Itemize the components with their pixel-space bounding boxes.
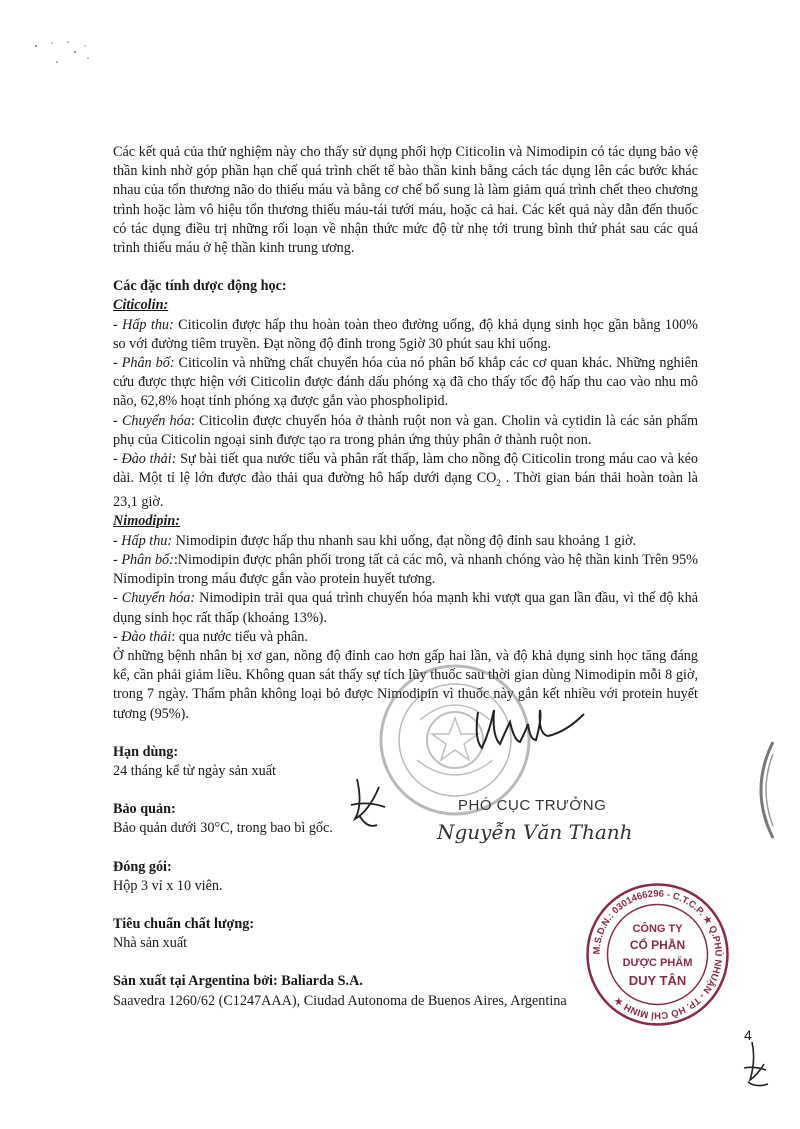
nimodipin-title: Nimodipin:: [113, 513, 181, 530]
packaging-heading: Đóng gói:: [113, 858, 172, 875]
svg-text:DUY TÂN: DUY TÂN: [628, 973, 687, 988]
nimodipin-absorption: - Hấp thu: Nimodipin được hấp thu nhanh sau khi uống, đạt nồng độ đỉnh sau khoảng 1 giờ.: [113, 532, 637, 549]
citicolin-elimination: - Đào thải: Sự bài tiết qua nước tiểu và phân rất thấp, làm cho nồng độ Citicolin trong máu cao và kéo dài. Một tỉ lệ lớn được đào thải qua đường hô hấp dưới dạng $CO_2$ . Thời gian bán thải hoàn toàn là 23,1 giờ.: [113, 451, 698, 511]
nimodipin-elimination: - Đào thải: qua nước tiểu và phân.: [113, 628, 308, 645]
quality-standard-heading: Tiêu chuẩn chất lượng:: [113, 915, 255, 932]
svg-text:M.S.D.N.: 0301466296 - C.T.C.P: M.S.D.N.: 0301466296 - C.T.C.P. ★ Q.PHÚ NHUẬN - TP. HỒ CHÍ MINH ★: [591, 888, 724, 1021]
svg-text:CÔNG TY: CÔNG TY: [632, 923, 683, 935]
nimodipin-note: Ở những bệnh nhân bị xơ gan, nồng độ đỉnh cao hơn gấp hai lần, và độ khả dụng sinh học tăng đáng kể, cần phải giảm liều. Không quan sát thấy sự tích lũy thuốc sau thời gian dùng Nimodipin mỗi 8 giờ, trong 7 ngày. Thẩm phân không loại bỏ được Nimodipin vì thuốc này gắn kết nhiều với protein huyết tương (95%).: [113, 647, 698, 722]
intro-paragraph: Các kết quả của thử nghiệm này cho thấy sử dụng phối hợp Citicolin và Nimodipin có tác dụng bảo vệ thần kinh nhờ góp phần hạn chế quá trình chết tế bào thần kinh bằng cách tác dụng lên các bước khác nhau của tổn thương não do thiếu máu và bằng cơ chế bổ sung là làm giảm quá trình chết theo chương trình hoặc làm vô hiệu tổn thương thiếu máu-tái tưới máu, hoặc cả hai. Các kết quả này dẫn đến thuốc có tác dụng điều trị những rối loạn về nhận thức mức độ từ nhẹ tới trung bình thứ phát sau các quá trình thiếu máu ở hệ thần kinh trung ương.: [113, 144, 698, 257]
page-initial-icon: [738, 1040, 773, 1090]
company-stamp: [585, 882, 730, 1027]
citicolin-absorption: - Hấp thu: Citicolin được hấp thu hoàn toàn theo đường uống, độ khả dụng sinh học gần bằng 100% so với đường tiêm truyền. Đạt nồng độ đỉnh trong 5giờ 30 phút sau khi uống.: [113, 316, 698, 352]
document-body: [113, 143, 698, 1011]
nimodipin-distribution: - Phân bố::Nimodipin được phân phối trong tất cả các mô, và nhanh chóng vào hệ thần kinh Trên 95% Nimodipin trong máu được gắn vào protein huyết tương.: [113, 551, 698, 588]
pk-heading: Các đặc tính dược động học:: [113, 278, 287, 295]
shelf-life-text: 24 tháng kể từ ngày sản xuất: [113, 762, 276, 779]
initial-mark-icon: [345, 775, 390, 835]
partial-stamp-edge: [745, 740, 775, 840]
citicolin-distribution: - Phân bố: Citicolin và những chất chuyển hóa của nó phân bố khắp các cơ quan khác. Những nghiên cứu được thực hiện với Citicolin được đánh dấu phóng xạ đã cho thấy tốc độ hấp thu cao vào nhu mô não, 62,8% hoạt tính phóng xạ được gắn vào phospholipid.: [113, 355, 698, 410]
storage-heading: Bảo quản:: [113, 801, 176, 818]
citicolin-metabolism: - Chuyển hóa: Citicolin được chuyển hóa ở thành ruột non và gan. Cholin và cytidin là các sản phẩm phụ của Citicolin ngoại sinh được tạo ra trong phản ứng thủy phân ở thành ruột non.: [113, 412, 698, 448]
signer-title: PHÓ CỤC TRƯỞNG: [458, 797, 607, 814]
nimodipin-metabolism: - Chuyển hóa: Nimodipin trải qua quá trình chuyển hóa mạnh khi vượt qua gan lần đầu, vì thế độ khả dụng sinh học rất thấp (khoảng 13%).: [113, 590, 698, 626]
citicolin-title: Citicolin:: [113, 297, 169, 314]
page-number: 4: [744, 1027, 752, 1043]
manufacturer-address: Saavedra 1260/62 (C1247AAA), Ciudad Autonoma de Buenos Aires, Argentina: [113, 992, 567, 1009]
shelf-life-heading: Hạn dùng:: [113, 743, 179, 760]
packaging-text: Hộp 3 vỉ x 10 viên.: [113, 877, 223, 894]
svg-text:DƯỢC PHẨM: DƯỢC PHẨM: [622, 957, 693, 969]
scan-specks: [30, 38, 110, 78]
signer-name: Nguyễn Văn Thanh: [437, 820, 633, 844]
svg-text:CỔ PHẦN: CỔ PHẦN: [629, 938, 686, 952]
handwritten-signature: [470, 700, 590, 760]
quality-standard-text: Nhà sản xuất: [113, 935, 188, 952]
manufacturer-heading: Sản xuất tại Argentina bởi: Baliarda S.A.: [113, 973, 363, 990]
storage-text: Bảo quản dưới 30°C, trong bao bì gốc.: [113, 820, 333, 837]
